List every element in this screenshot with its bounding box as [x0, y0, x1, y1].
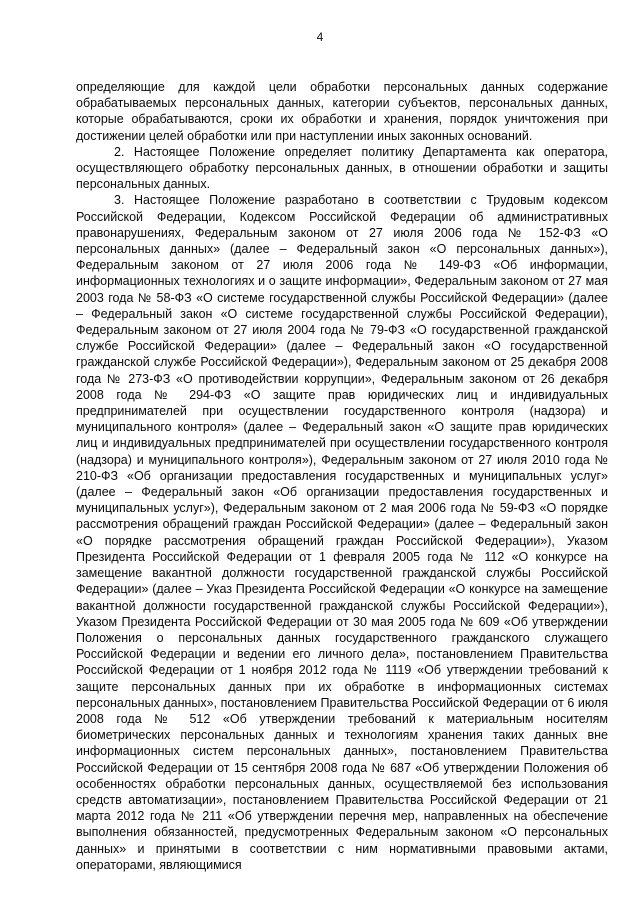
paragraph-continuation: определяющие для каждой цели обработки персональных данных содержание обрабатываемых персональных данных, категории субъектов, персональных данных, которые обрабатываются, сроки их обработки и хранения, порядок уничтожения при достижении целей обработки или при наступлении иных законных оснований.	[76, 80, 608, 143]
document-body	[76, 79, 608, 873]
paragraph-item-3: 3. Настоящее Положение разработано в соответствии с Трудовым кодексом Российской Федерации, Кодексом Российской Федерации об административных правонарушениях, Федеральным законом от 27 июля 2006 года № 152-ФЗ «О персональных данных» (далее – Федеральный закон «О персональных данных»), Федеральным законом от 27 июля 2006 года № 149-ФЗ «Об информации, информационных технологиях и о защите информации», Федеральным законом от 27 мая 2003 года № 58-ФЗ «О системе государственной службы Российской Федерации» (далее – Федеральный закон «О системе государственной службы Российской Федерации), Федеральным законом от 27 июля 2004 года № 79-ФЗ «О государственной гражданской службе Российской Федерации» (далее – Федеральный закон «О государственной гражданской службе Российской Федерации»), Федеральным законом от 25 декабря 2008 года № 273-ФЗ «О противодействии коррупции», Федеральным законом от 26 декабря 2008 года № 294-ФЗ «О защите прав юридических лиц и индивидуальных предпринимателей при осуществлении государственного контроля (надзора) и муниципального контроля» (далее – Федеральный закон «О защите прав юридических лиц и индивидуальных предпринимателей при осуществлении государственного контроля (надзора) и муниципального контроля»), Федеральным законом от 27 июля 2010 года № 210-ФЗ «Об организации предоставления государственных и муниципальных услуг» (далее – Федеральный закон «Об организации предоставления государственных и муниципальных услуг»), Федеральным законом от 2 мая 2006 года № 59-ФЗ «О порядке рассмотрения обращений граждан Российской Федерации» (далее – Федеральный закон «О порядке рассмотрения обращений граждан Российской Федерации»), Указом Президента Российской Федерации от 1 февраля 2005 года № 112 «О конкурсе на замещение вакантной должности государственной гражданской службы Российской Федерации» (далее – Указ Президента Российской Федерации «О конкурсе на замещение вакантной должности государственной гражданской службы Российской Федерации»), Указом Президента Российской Федерации от 30 мая 2005 года № 609 «Об утверждении Положения о персональных данных государственного гражданского служащего Российской Федерации и ведении его личного дела», постановлением Правительства Российской Федерации от 1 ноября 2012 года № 1119 «Об утверждении требований к защите персональных данных при их обработке в информационных системах персональных данных», постановлением Правительства Российской Федерации от 6 июля 2008 года № 512 «Об утверждении требований к материальным носителям биометрических персональных данных и технологиям хранения таких данных вне информационных систем персональных данных», постановлением Правительства Российской Федерации от 15 сентября 2008 года № 687 «Об утверждении Положения об особенностях обработки персональных данных, осуществляемой без использования средств автоматизации», постановлением Правительства Российской Федерации от 21 марта 2012 года № 211 «Об утверждении перечня мер, направленных на обеспечение выполнения обязанностей, предусмотренных Федеральным законом «О персональных данных» и принятыми в соответствии с ним нормативными правовыми актами, операторами, являющимися	[76, 193, 608, 872]
page-number: 4	[316, 30, 324, 44]
paragraph-item-2: 2. Настоящее Положение определяет политику Департамента как оператора, осуществляющего обработку персональных данных, в отношении обработки и защиты персональных данных.	[76, 144, 608, 192]
